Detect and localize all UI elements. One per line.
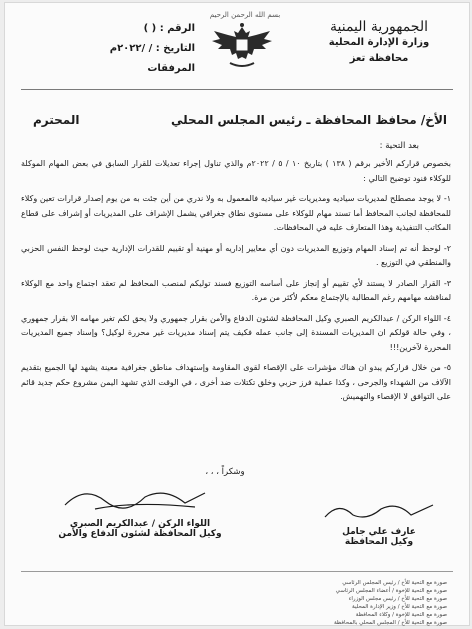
cc-item: صورة مع التحية للإخوة / وكلاء المحافظة [355,612,447,618]
header-divider [21,89,453,90]
date-row [45,39,195,59]
basmala: بسم الله الرحمن الرحيم [209,11,281,19]
ref-number-row [45,19,195,39]
date-label: التاريخ : [155,43,195,54]
point-5-paragraph: ٥- من خلال قراركم يبدو ان هناك مؤشرات على الإقصاء لقوى المقاومة وإستهداف مناطق جغرافية معينة يشهد لها الجميع بتقديم الآلاف من الشهداء والجرحى ، وكذا عملية فرز حزبي وخلق تكتلات ضد أخرى ، في الوقت الذي تشهد اليمن مشروع حكم جديد قائم على التوافق لا الإقصاء والتهميش. [21,363,451,401]
governorate-title: محافظة تعز [349,53,409,64]
greeting: بعد التحية : [379,141,419,151]
ministry-title: وزارة الإدارة المحلية [328,37,430,48]
letterhead-titles [319,19,439,67]
reference-block [45,19,195,79]
intro-paragraph: بخصوص قراركم الأخير برقم ( ١٣٨ ) بتاريخ ١٠ / ٥ / ٢٠٢٢م والذي تناول إجراء تعديلات للقرار السابق في بعض المهام الموكلة للوكلاء فنود توضيح التالي : [21,159,452,183]
cc-item: صورة مع التحية للأخ / رئيس المجلس الرئاسي [342,580,447,586]
eagle-emblem-icon [210,21,274,73]
honorific: المحترم [33,113,80,127]
ref-number-label: الرقم : [159,23,195,34]
cc-item: صورة مع التحية للأخ / وزير الإدارة المحلية [352,604,447,610]
attachments-label: المرفقات [147,63,195,74]
point-4-paragraph: ٤- اللواء الركن / عبدالكريم الصبري وكيل المحافظة لشئون الدفاع والأمن بقرار جمهوري ولا يحق لكم تغير مهامه الا بقرار جمهوري ، وفي حالة قولكم ان المديريات المسندة إلى جانب عمله فكيف يتم إسناد مديريات غير محررة لوكيل؟ وإسناد جميع المديريات المحررة لآخرين!!! [21,313,451,352]
signature-left-title: وكيل المحافظة لشئون الدفاع والأمن [58,529,222,539]
signature-right-title: وكيل المحافظة [344,537,414,547]
date-value: / /٢٠٢٢م [109,43,153,54]
cc-list [237,579,447,627]
cc-item: صورة مع التحية للأخ / رئيس مجلس الوزراء [348,596,447,602]
ref-number-value: ( ) [143,23,157,34]
signature-right-scribble [319,499,439,523]
closing-thanks: وشكراً ، ، ، [205,467,245,477]
point-3-paragraph: ٣- القرار الصادر لا يستند لأي تقييم أو إنجاز على أساسه التوزيع فسند توليكم لمنصب المحافظ لم تعقد اجتماع واحد مع الوكلاء لمناقشه مهامهم رغم المطالبة بالإجتماع معكم لأكثر من مرة. [21,278,451,302]
signature-right-block [319,499,439,547]
signature-left-block [55,481,225,539]
attachments-row [45,59,195,79]
cc-item: صورة مع التحية للأخ / المجلس المحلي بالمحافظة [333,620,447,626]
signature-right-name: عارف علي جامل [342,527,416,537]
point-2-paragraph: ٢- لوحظ أنه تم إسناد المهام وتوزيع المديريات دون أي معايير إداريه أو مهنية أو تقييم للقدرات الإدارية حيث لوحظ النفس الحزبي والمنطقي في التوزيع . [21,243,451,267]
letter-body [21,157,451,411]
point-1-paragraph: ١- لا يوجد مصطلح لمديريات سياديه ومديريات غير سياديه فالمعمول به ولا ندري من أين جئت به من يوم إصدار قرارات تعين وكلاء للمحافظة لجانب المحافظ أما تسند مهام للوكلاء على مستوى نطاق جغرافي يشمل الإشراف على المديريات أو إشراف على قطاع المكاتب التنفيذية وهذا المتعارف عليه في المحافظات. [21,194,451,232]
recipient-line: الأخ/ محافظ المحافظة ـ رئيس المجلس المحلي [171,113,447,127]
footer-divider [21,571,453,572]
republic-title: الجمهورية اليمنية [329,19,428,35]
cc-item: صورة مع التحية للإخوة / أعضاء المجلس الرئاسي [335,588,447,594]
letter-page [4,2,470,626]
signature-left-scribble [55,481,225,515]
signature-left-name: اللواء الركن / عبدالكريم الصبري [69,519,211,529]
